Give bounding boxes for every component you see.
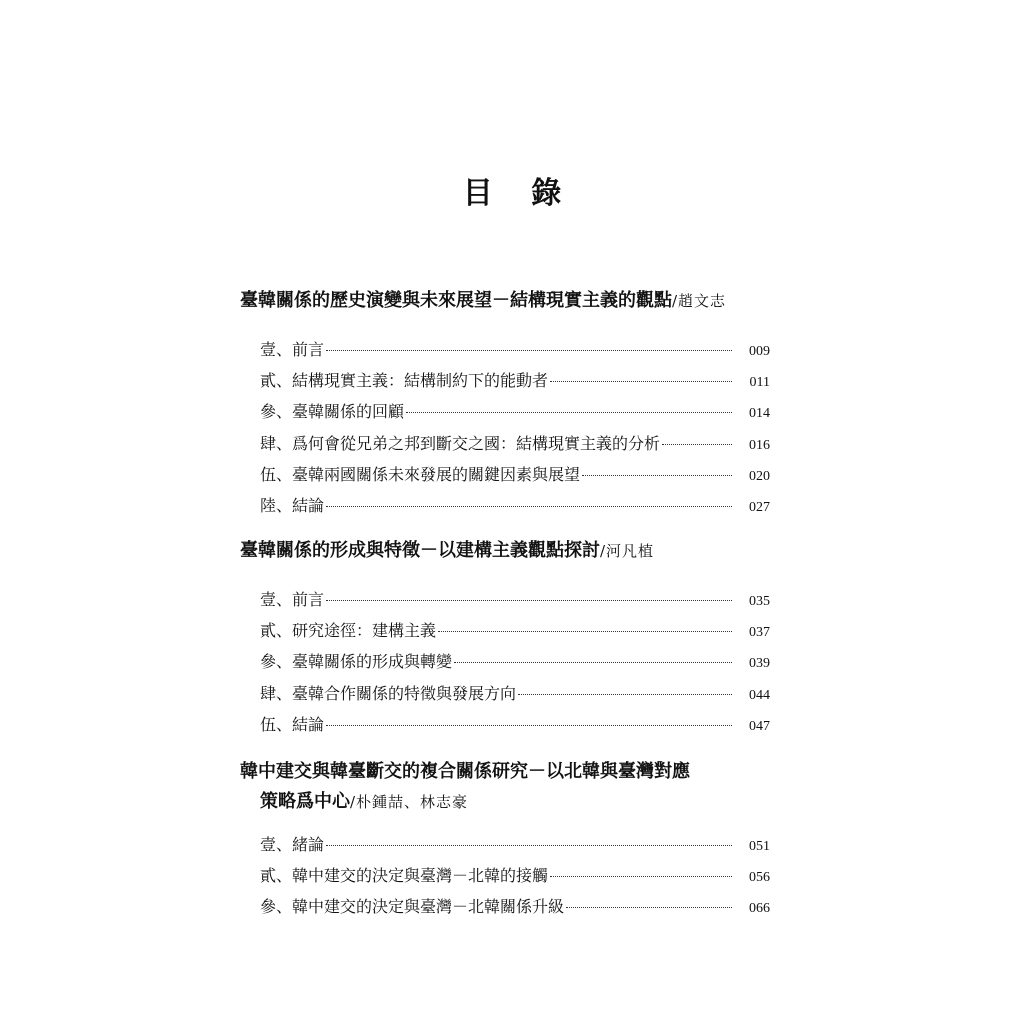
- entry-page: 014: [749, 406, 770, 422]
- toc-entry[interactable]: [240, 334, 770, 365]
- toc-entry[interactable]: [240, 396, 770, 427]
- section-title: 韓中建交與韓臺斷交的複合關係研究－以北韓與臺灣對應: [240, 761, 690, 782]
- toc-entry[interactable]: [240, 615, 770, 646]
- entry-page: 009: [749, 344, 770, 359]
- toc-entry[interactable]: [240, 709, 770, 740]
- section-heading: [240, 286, 770, 316]
- entry-page: 035: [749, 594, 770, 609]
- entry-page: 039: [749, 656, 770, 672]
- dot-leader: [438, 631, 732, 632]
- entry-label: 參、臺韓關係的回顧: [260, 402, 405, 422]
- dot-leader: [550, 876, 732, 877]
- toc-entry[interactable]: [240, 829, 770, 860]
- dot-leader: [326, 506, 732, 507]
- dot-leader: [454, 662, 732, 663]
- section-title: 臺韓關係的形成與特徵－以建構主義觀點探討: [240, 540, 600, 561]
- section-author: /趙文志: [672, 292, 727, 310]
- toc-entry[interactable]: [240, 891, 770, 922]
- dot-leader: [326, 350, 732, 351]
- entry-label: 參、臺韓關係的形成與轉變: [260, 652, 453, 672]
- entry-page: 044: [749, 687, 770, 703]
- entry-label: 壹、緒論: [260, 835, 325, 854]
- entry-label: 伍、結論: [260, 714, 325, 734]
- entry-label: 貳、結構現實主義：結構制約下的能動者: [260, 371, 549, 391]
- entry-list: [240, 829, 770, 923]
- dot-leader: [566, 907, 732, 908]
- entry-label: 貳、研究途徑：建構主義: [260, 621, 437, 641]
- dot-leader: [326, 725, 732, 726]
- toc-entry[interactable]: [240, 646, 770, 677]
- section-heading: [240, 757, 770, 787]
- section-title-line2: 策略爲中心: [260, 791, 350, 812]
- entry-label: 壹、前言: [260, 340, 325, 359]
- entry-page: 037: [749, 625, 770, 641]
- entry-list: [240, 584, 770, 740]
- toc-section: [240, 286, 770, 521]
- toc-entry[interactable]: [240, 365, 770, 396]
- page-title: 目 錄: [462, 176, 576, 211]
- toc-section: [240, 536, 770, 740]
- entry-page: 027: [749, 499, 770, 515]
- toc-entry[interactable]: [240, 428, 770, 459]
- entry-label: 壹、前言: [260, 590, 325, 609]
- entry-page: 016: [749, 437, 770, 453]
- entry-page: 011: [749, 375, 770, 391]
- dot-leader: [326, 845, 732, 846]
- entry-page: 056: [749, 870, 770, 886]
- toc-entry[interactable]: [240, 678, 770, 709]
- entry-label: 肆、爲何會從兄弟之邦到斷交之國：結構現實主義的分析: [260, 433, 661, 453]
- entry-label: 貳、韓中建交的決定與臺灣－北韓的接觸: [260, 866, 549, 886]
- dot-leader: [550, 381, 732, 382]
- entry-page: 066: [749, 901, 770, 917]
- dot-leader: [662, 444, 732, 445]
- entry-label: 參、韓中建交的決定與臺灣－北韓關係升級: [260, 897, 565, 917]
- entry-label: 肆、臺韓合作關係的特徵與發展方向: [260, 683, 517, 703]
- section-heading-line2: [240, 787, 770, 817]
- entry-label: 陸、結論: [260, 495, 325, 515]
- entry-page: 047: [749, 718, 770, 734]
- dot-leader: [326, 600, 732, 601]
- entry-label: 伍、臺韓兩國關係未來發展的關鍵因素與展望: [260, 464, 581, 484]
- toc-entry[interactable]: [240, 584, 770, 615]
- toc-entry[interactable]: [240, 860, 770, 891]
- section-heading: [240, 536, 770, 566]
- section-author: /朴鍾喆、林志豪: [350, 793, 469, 811]
- entry-page: 051: [749, 839, 770, 854]
- entry-list: [240, 334, 770, 521]
- section-title: 臺韓關係的歷史演變與未來展望－結構現實主義的觀點: [240, 290, 672, 311]
- dot-leader: [518, 694, 732, 695]
- toc-entry[interactable]: [240, 490, 770, 521]
- toc-entry[interactable]: [240, 459, 770, 490]
- dot-leader: [406, 412, 732, 413]
- dot-leader: [582, 475, 732, 476]
- entry-page: 020: [749, 468, 770, 484]
- toc-section: [240, 757, 770, 923]
- section-author: /河凡植: [600, 542, 655, 560]
